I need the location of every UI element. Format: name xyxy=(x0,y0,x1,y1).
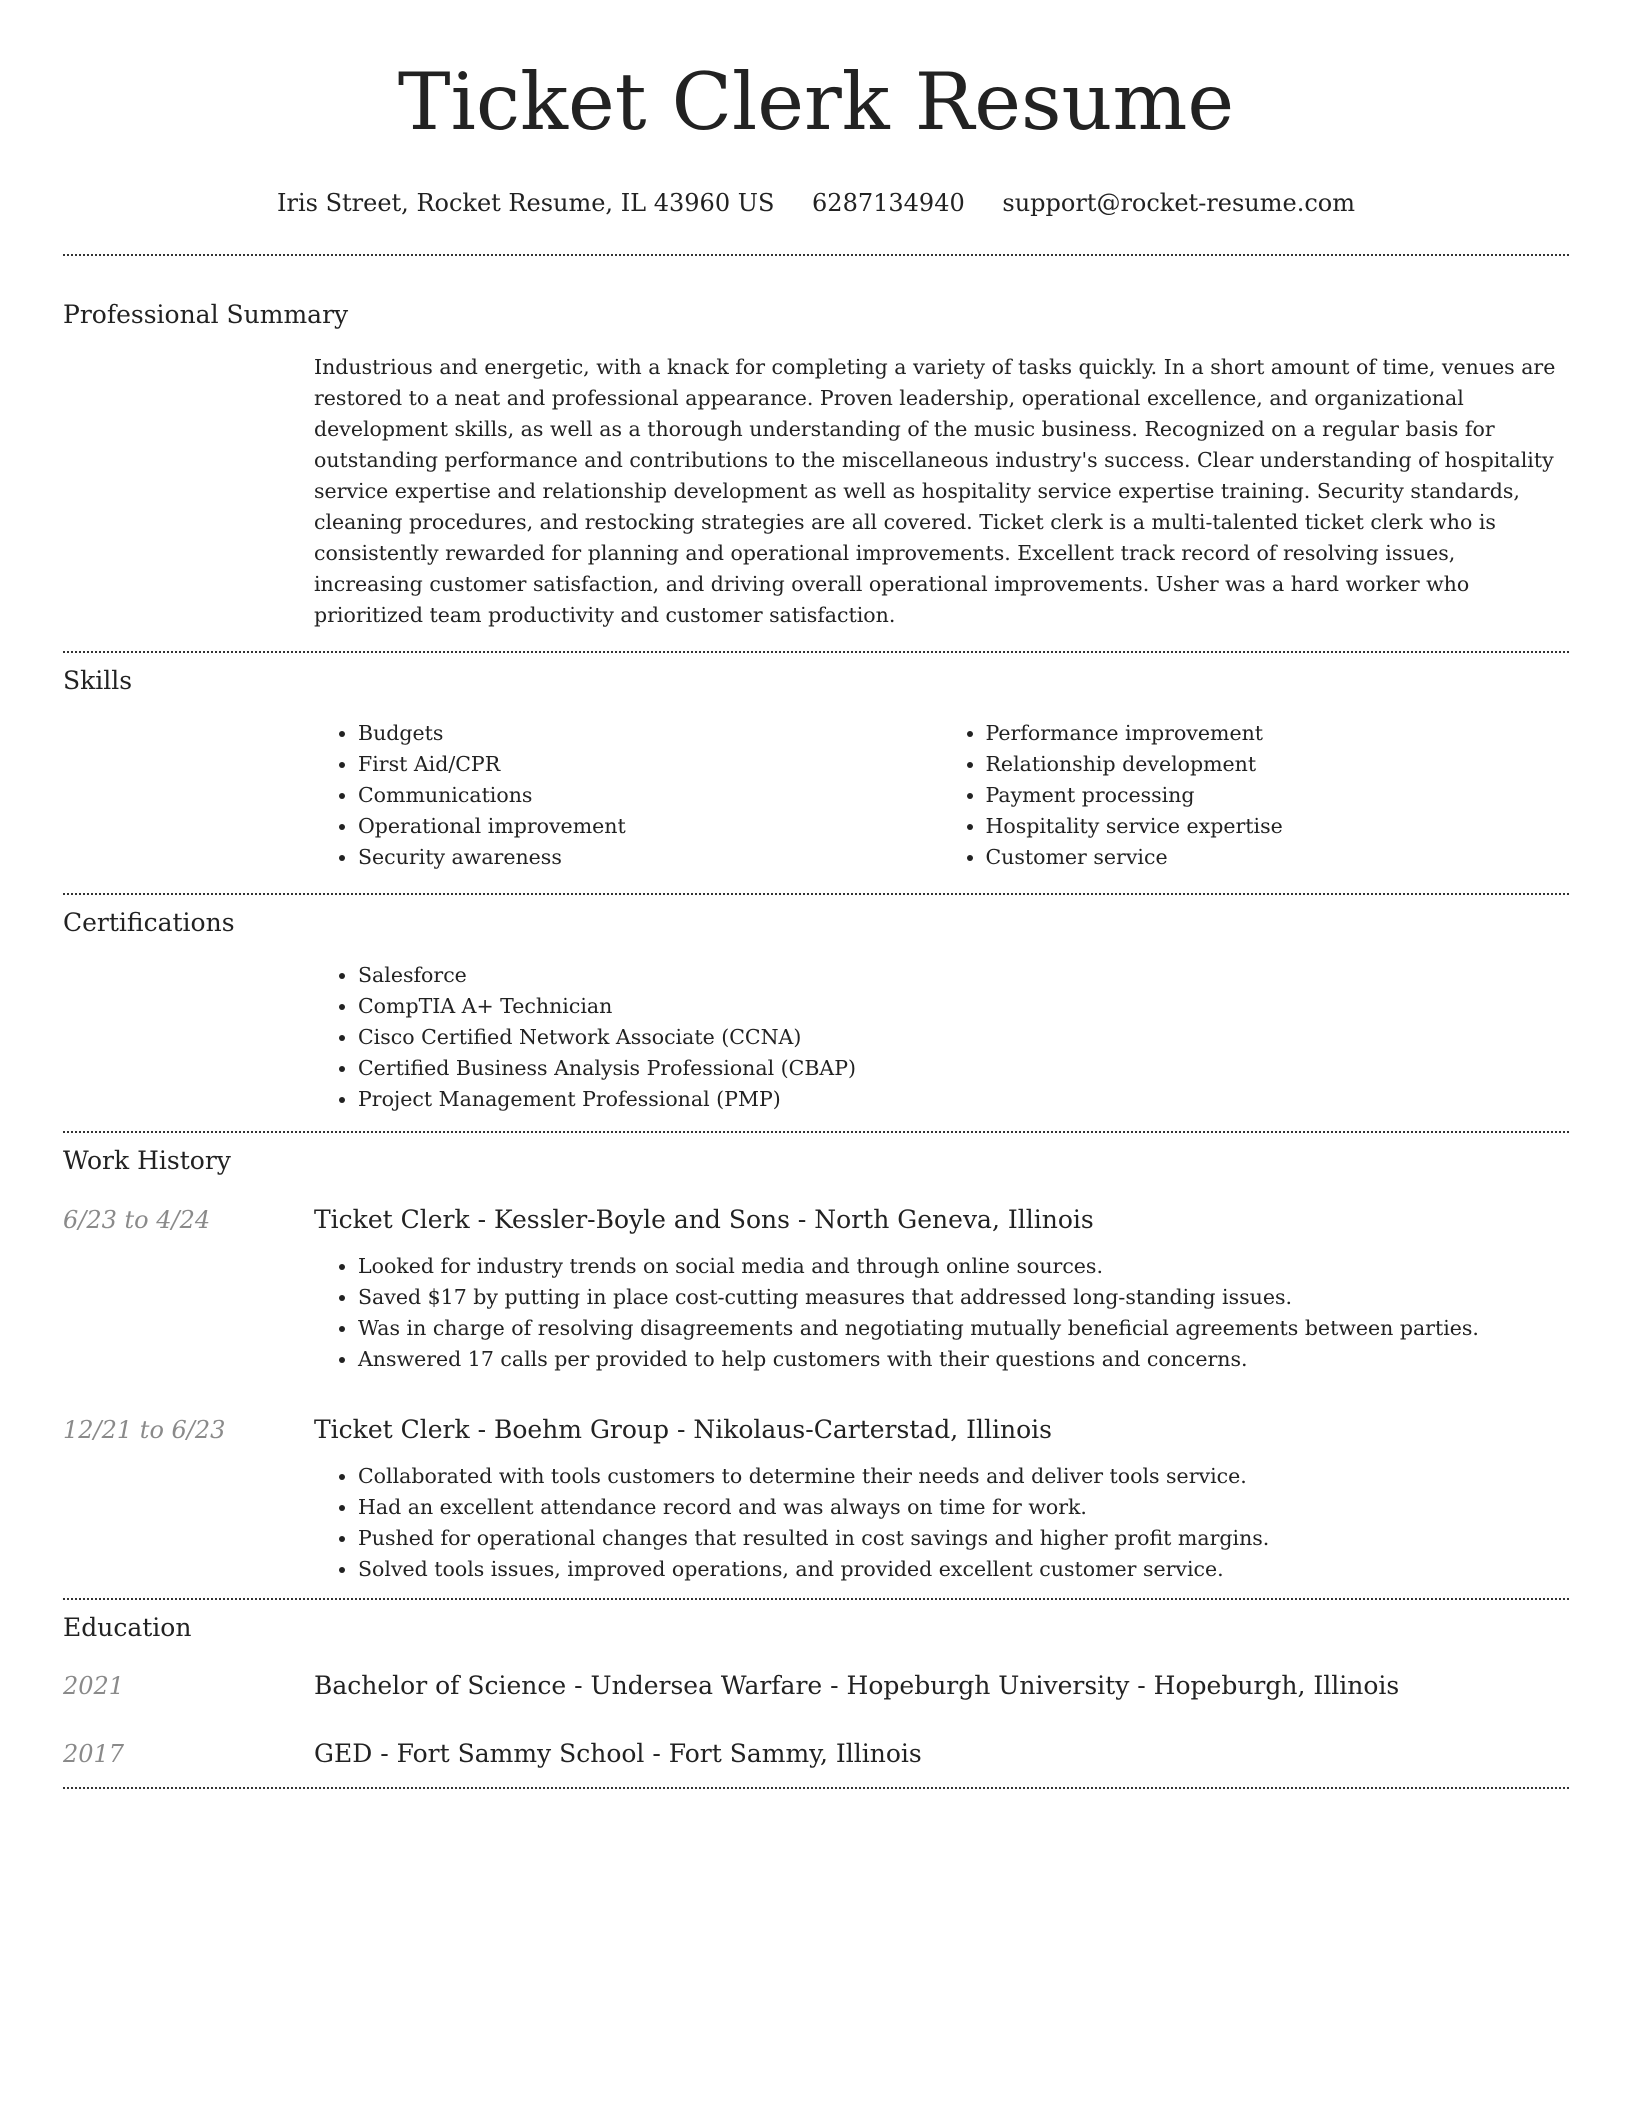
skills-list-left xyxy=(314,718,942,873)
education-heading: Education xyxy=(63,1613,192,1642)
skill-item: • Performance improvement xyxy=(986,718,1570,749)
resume-title: Ticket Clerk Resume xyxy=(397,56,1235,148)
certifications-heading: Certifications xyxy=(63,908,235,937)
job-title: Ticket Clerk - Kessler-Boyle and Sons - North Geneva, Illinois xyxy=(314,1205,1094,1234)
job-bullet: • Solved tools issues, improved operations, and provided excellent customer service. xyxy=(358,1554,1569,1585)
skill-item: • Budgets xyxy=(358,718,942,749)
skills-heading: Skills xyxy=(63,666,133,695)
job-bullet: • Answered 17 calls per provided to help customers with their questions and concerns. xyxy=(358,1344,1569,1375)
skill-item: • Security awareness xyxy=(358,842,942,873)
skill-item: • Relationship development xyxy=(986,749,1570,780)
job-bullet: • Was in charge of resolving disagreements and negotiating mutually beneficial agreements between parties. xyxy=(358,1313,1569,1344)
job-dates: 12/21 to 6/23 xyxy=(63,1416,226,1444)
skill-item: • First Aid/CPR xyxy=(358,749,942,780)
summary-section xyxy=(63,256,1569,651)
divider xyxy=(63,1787,1569,1789)
certification-item: • Certified Business Analysis Professional (CBAP) xyxy=(358,1053,1569,1084)
job-entry xyxy=(63,1414,1569,1585)
job-bullet: • Collaborated with tools customers to determine their needs and deliver tools service. xyxy=(358,1461,1569,1492)
job-entry xyxy=(63,1204,1569,1375)
education-text: GED - Fort Sammy School - Fort Sammy, Illinois xyxy=(314,1739,922,1768)
contact-phone: 6287134940 xyxy=(812,189,965,217)
summary-text: Industrious and energetic, with a knack for completing a variety of tasks quickly. In a short amount of time, venues are restored to a neat and professional appearance. Proven leadership, operational excellence, and organizational development skills, as well as a thorough understanding of the music business. Recognized on a regular basis for outstanding performance and contributions to the miscellaneous industry's success. Clear understanding of hospitality service expertise and relationship development as well as hospitality service expertise training. Security standards, cleaning procedures, and restocking strategies are all covered. Ticket clerk is a multi-talented ticket clerk who is consistently rewarded for planning and operational improvements. Excellent track record of resolving issues, increasing customer satisfaction, and driving overall operational improvements. Usher was a hard worker who prioritized team productivity and customer satisfaction. xyxy=(314,355,1556,627)
job-bullets xyxy=(314,1461,1569,1585)
skills-list-right xyxy=(942,718,1570,873)
work-heading: Work History xyxy=(63,1146,231,1175)
certifications-list xyxy=(314,960,1569,1115)
skill-item: • Hospitality service expertise xyxy=(986,811,1570,842)
skill-item: • Customer service xyxy=(986,842,1570,873)
summary-heading: Professional Summary xyxy=(63,300,349,329)
certification-item: • CompTIA A+ Technician xyxy=(358,991,1569,1022)
certifications-section xyxy=(63,895,1569,1131)
certification-item: • Project Management Professional (PMP) xyxy=(358,1084,1569,1115)
skill-item: • Operational improvement xyxy=(358,811,942,842)
education-entry xyxy=(63,1670,1569,1702)
work-section xyxy=(63,1133,1569,1598)
job-bullet: • Saved $17 by putting in place cost-cutting measures that addressed long-standing issues. xyxy=(358,1282,1569,1313)
skill-item: • Payment processing xyxy=(986,780,1570,811)
contact-line xyxy=(63,188,1569,218)
education-text: Bachelor of Science - Undersea Warfare - Hopeburgh University - Hopeburgh, Illinois xyxy=(314,1671,1400,1700)
certification-item: • Salesforce xyxy=(358,960,1569,991)
education-year: 2017 xyxy=(63,1740,125,1768)
skill-item: • Communications xyxy=(358,780,942,811)
contact-email: support@rocket-resume.com xyxy=(1002,189,1355,217)
skills-section xyxy=(63,653,1569,893)
education-entry xyxy=(63,1738,1569,1770)
job-title: Ticket Clerk - Boehm Group - Nikolaus-Carterstad, Illinois xyxy=(314,1415,1053,1444)
job-bullet: • Had an excellent attendance record and was always on time for work. xyxy=(358,1492,1569,1523)
education-year: 2021 xyxy=(63,1672,125,1700)
certification-item: • Cisco Certified Network Associate (CCNA) xyxy=(358,1022,1569,1053)
education-section xyxy=(63,1600,1569,1787)
job-bullet: • Looked for industry trends on social media and through online sources. xyxy=(358,1251,1569,1282)
contact-address: Iris Street, Rocket Resume, IL 43960 US xyxy=(277,189,775,217)
job-dates: 6/23 to 4/24 xyxy=(63,1206,211,1234)
job-bullets xyxy=(314,1251,1569,1375)
job-bullet: • Pushed for operational changes that resulted in cost savings and higher profit margins. xyxy=(358,1523,1569,1554)
